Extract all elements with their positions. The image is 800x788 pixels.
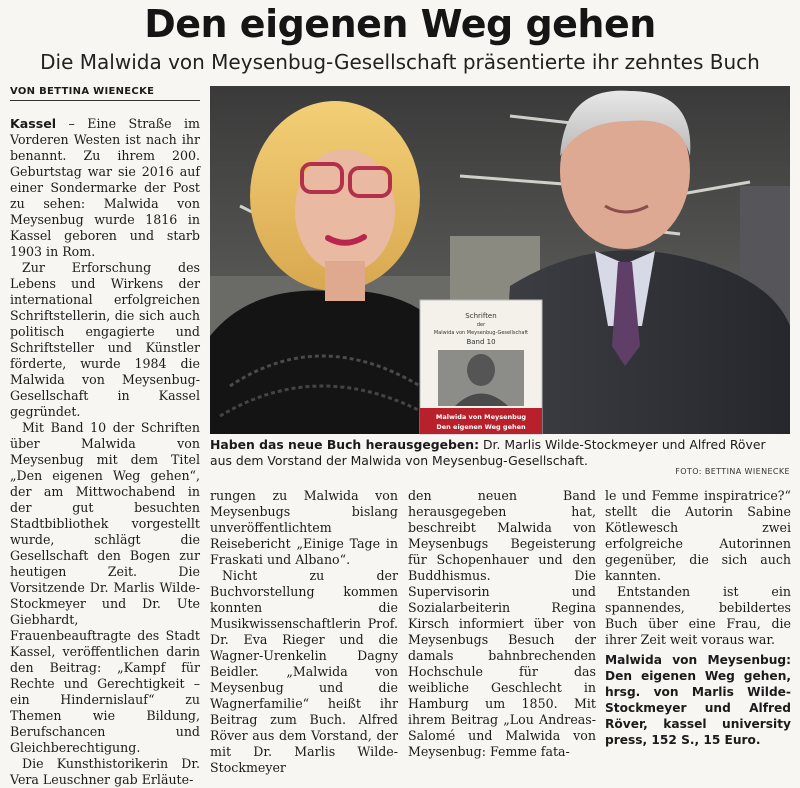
text-column-3	[408, 488, 596, 760]
text-column-2	[210, 488, 398, 776]
book-title-2: der	[476, 322, 486, 328]
paragraph: rungen zu Malwida von Meysenbugs bislang unveröffentlichtem Reisebericht „Einige Tage in Fraskati und Albano“.	[210, 488, 398, 567]
caption-lead: Haben das neue Buch herausgegeben:	[210, 437, 480, 452]
photo-caption	[210, 437, 790, 469]
subheadline: Die Malwida von Meysenbug-Gesellschaft präsentierte ihr zehntes Buch	[40, 50, 760, 74]
caption-text: Dr. Marlis Wilde-Stockmeyer und Alfred Röver aus dem Vorstand der Malwida von Meysenbug-Gesellschaft.	[210, 437, 766, 468]
book-cover	[420, 300, 542, 434]
text-column-1	[10, 116, 200, 788]
paragraph: Zur Erforschung des Lebens und Wirkens der international erfolgreichen Schriftstellerin, die sich auch politisch engagierte und Schriftsteller und Künstler förderte, wurde 1984 die Malwida von Meysenbug-Gesellschaft in Kassel gegründet.	[10, 260, 200, 419]
dateline: Kassel	[10, 116, 57, 131]
book-title-1: Schriften	[465, 312, 497, 320]
paragraph: le und Femme inspiratrice?“ stellt die Autorin Sabine Kötlewesch zwei erfolgreiche Autorinnen gegenüber, die sich auch kannten.	[605, 488, 791, 583]
paragraph: Entstanden ist ein spannendes, bebildertes Buch über eine Frau, die ihrer Zeit weit voraus war.	[605, 584, 791, 647]
paragraph: Mit Band 10 der Schriften über Malwida von Meysenbug mit dem Titel „Den eigenen Weg gehen“, der am Mittwochabend in der gut besuchten Stadtbibliothek vorgestellt wurde, schlägt die Gesellschaft den Bogen zur heutigen Zeit. Die Vorsitzende Dr. Marlis Wilde-Stockmeyer und Dr. Ute Giebhardt, Frauenbeauftragte des Stadt Kassel, veröffentlichen darin den Beitrag: „Kampf für Rechte und Gerechtigkeit – ein Hindernislauf“ zu Themen wie Bildung, Berufschancen und Gleichberechtigung.	[10, 420, 200, 755]
book-banner-1: Malwida von Meysenbug	[435, 413, 527, 421]
paragraph: Die Kunsthistorikerin Dr. Vera Leuschner gab Erläute-	[10, 756, 200, 787]
headline: Den eigenen Weg gehen	[144, 2, 656, 46]
paragraph: den neuen Band herausgegeben hat, beschreibt Malwida von Meysenbugs Begeisterung für Schopenhauer und den Buddhismus. Die Supervisorin und Sozialarbeiterin Regina Kirsch informiert über von Meysenbugs Besuch der damals bahnbrechenden Hochschule für das weibliche Geschlecht in Hamburg um 1850. Mit ihrem Beitrag „Lou Andreas-Salomé und Malwida von Meysenbug: Femme fata-	[408, 488, 596, 759]
article-photo	[210, 86, 790, 434]
photo-illustration	[210, 86, 790, 434]
paragraph-text: – Eine Straße im Vorderen Westen ist nach ihr benannt. Zu ihrem 200. Geburtstag war sie 2016 auf einer Sondermarke der Post zu sehen: Malwida von Meysenbug wurde 1816 in Kassel geboren und starb 1903 in Rom.	[10, 116, 200, 259]
book-banner-2: Den eigenen Weg gehen	[436, 423, 526, 431]
photo-credit: FOTO: BETTINA WIENECKE	[675, 467, 790, 476]
book-info: Malwida von Meysenbug: Den eigenen Weg gehen, hrsg. von Marlis Wilde-Stockmeyer und Alfred Röver, kassel university press, 152 S., 15 Euro.	[605, 653, 791, 747]
book-band: Band 10	[466, 338, 496, 346]
text-column-4	[605, 488, 791, 748]
byline: VON BETTINA WIENECKE	[10, 86, 200, 101]
paragraph	[10, 116, 200, 260]
paragraph: Nicht zu der Buchvorstellung kommen konnten die Musikwissenschaftlerin Prof. Dr. Eva Rieger und die Wagner-Urenkelin Dagny Beidler. „Malwida von Meysenbug und die Wagnerfamilie“ heißt ihr Beitrag zum Buch. Alfred Röver aus dem Vorstand, der mit Dr. Marlis Wilde-Stockmeyer	[210, 568, 398, 775]
book-title-3: Malwida von Meysenbug-Gesellschaft	[433, 330, 529, 336]
